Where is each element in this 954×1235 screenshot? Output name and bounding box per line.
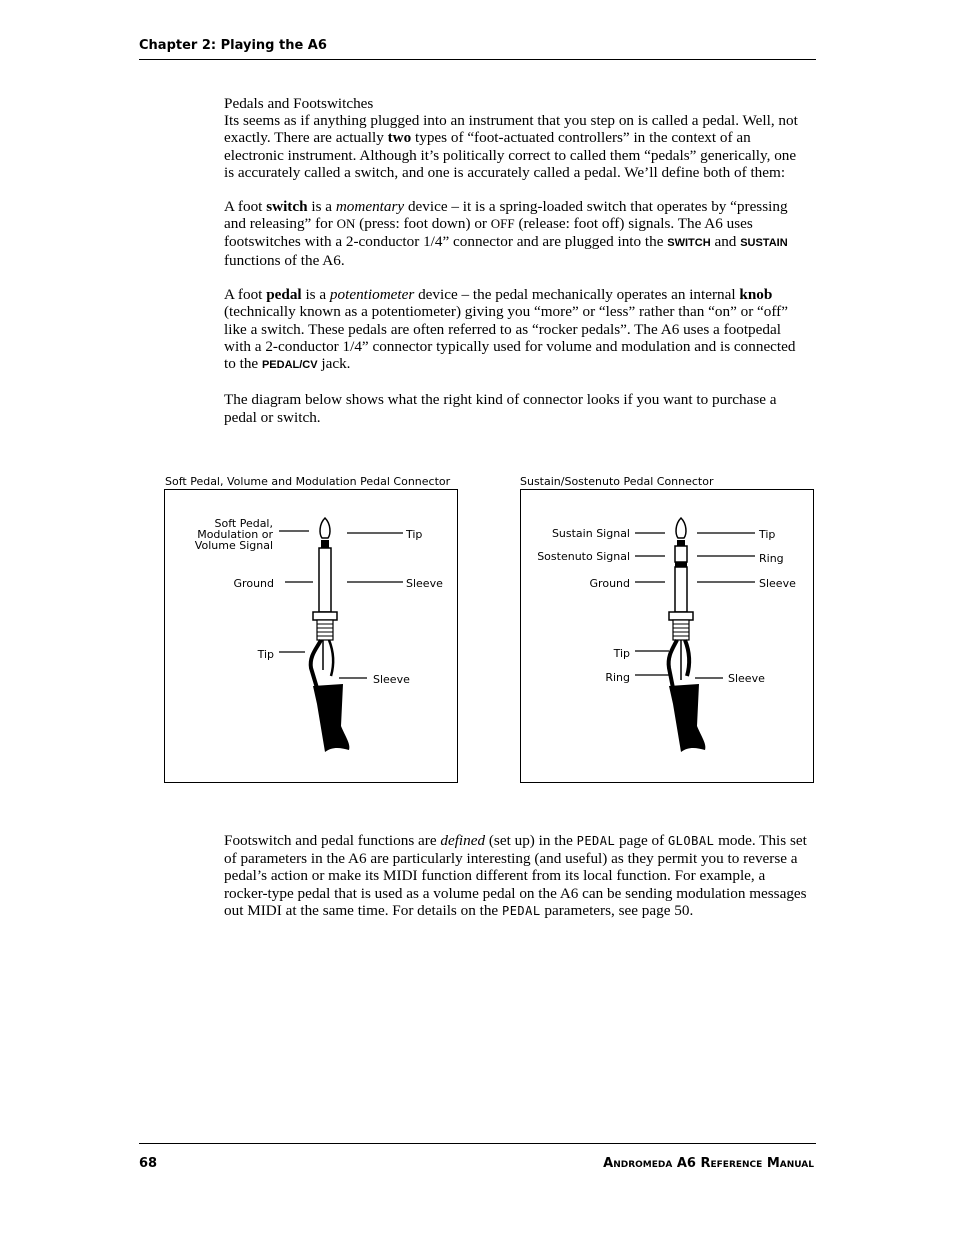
label-signal-line2: Modulation or bbox=[197, 528, 273, 541]
label-ring: Ring bbox=[759, 552, 784, 565]
manual-title: Andromeda A6 Reference Manual bbox=[603, 1156, 814, 1171]
label-wire-tip: Tip bbox=[257, 648, 274, 661]
label-wire-ring: Ring bbox=[605, 671, 630, 684]
page-number: 68 bbox=[139, 1156, 158, 1171]
label-sustain-signal: Sustain Signal bbox=[551, 527, 630, 540]
label-sleeve: Sleeve bbox=[759, 577, 796, 590]
left-connector-diagram bbox=[164, 489, 458, 783]
label-signal-line1: Soft Pedal, bbox=[214, 517, 273, 530]
section-body bbox=[224, 95, 810, 443]
label-sostenuto-signal: Sostenuto Signal bbox=[537, 550, 630, 563]
stereo-plug-illustration bbox=[521, 490, 813, 782]
right-diagram-caption: Sustain/Sostenuto Pedal Connector bbox=[520, 475, 714, 488]
label-wire-sleeve: Sleeve bbox=[728, 672, 765, 685]
closing-paragraph: Footswitch and pedal functions are defined (set up) in the PEDAL page of GLOBAL mode. This set of parameters in the A6 are particularly interesting (and useful) as they permit you to reverse a pedal’s action or make its MIDI function different from its local function. For example, a rocker-type pedal that is used as a volume pedal on the A6 can be sending modulation messages out MIDI at the same time. For details on the PEDAL parameters, see page 50. bbox=[224, 832, 807, 919]
label-wire-sleeve: Sleeve bbox=[373, 673, 410, 686]
lcd-pedal-label: PEDAL bbox=[576, 834, 616, 848]
lcd-pedal-label: PEDAL bbox=[501, 903, 541, 918]
header-rule bbox=[139, 59, 816, 60]
label-ground: Ground bbox=[589, 577, 630, 590]
label-ground: Ground bbox=[233, 577, 274, 590]
right-connector-diagram bbox=[520, 489, 814, 783]
footer-rule bbox=[139, 1143, 816, 1144]
chapter-header: Chapter 2: Playing the A6 bbox=[139, 38, 327, 53]
lcd-global-label: GLOBAL bbox=[667, 834, 715, 848]
mono-plug-illustration bbox=[165, 490, 457, 782]
label-tip: Tip bbox=[406, 528, 423, 541]
diagram-intro-paragraph: The diagram below shows what the right kind of connector looks if you want to purchase a pedal or switch. bbox=[224, 391, 777, 426]
section-heading: Pedals and Footswitches bbox=[224, 95, 374, 112]
left-diagram-caption: Soft Pedal, Volume and Modulation Pedal Connector bbox=[165, 475, 451, 488]
label-sleeve: Sleeve bbox=[406, 577, 443, 590]
pedal-paragraph: A foot pedal is a potentiometer device – the pedal mechanically operates an internal knob (technically known as a potentiometer) giving you “more” or “less” rather than “on” or “off” like a switch. These pedals are often referred to as “rocker pedals”. The A6 uses a footpedal with a 2-conductor 1/4” connector typically used for volume and modulation and is connected to the PEDAL/CV jack. bbox=[224, 286, 796, 373]
intro-paragraph: Its seems as if anything plugged into an instrument that you step on is called a pedal. Well, not exactly. There are actually two types of “foot-actuated controllers” in the context of an electronic instrument. Although it’s politically correct to called them “pedals” generically, one is accurately called a switch, and one is accurately called a pedal. We’ll define both of them: bbox=[224, 112, 798, 181]
switch-paragraph: A foot switch is a momentary device – it is a spring-loaded switch that operates by “pressing and releasing” for ON (press: foot down) or OFF (release: foot off) signals. The A6 uses footswitches with a 2-conductor 1/4” connector and are plugged into the SWITCH and SUSTAIN functions of the A6. bbox=[224, 198, 788, 269]
label-tip: Tip bbox=[759, 528, 776, 541]
label-wire-tip: Tip bbox=[613, 647, 630, 660]
closing-body bbox=[224, 832, 810, 937]
label-signal-line3: Volume Signal bbox=[194, 539, 273, 552]
